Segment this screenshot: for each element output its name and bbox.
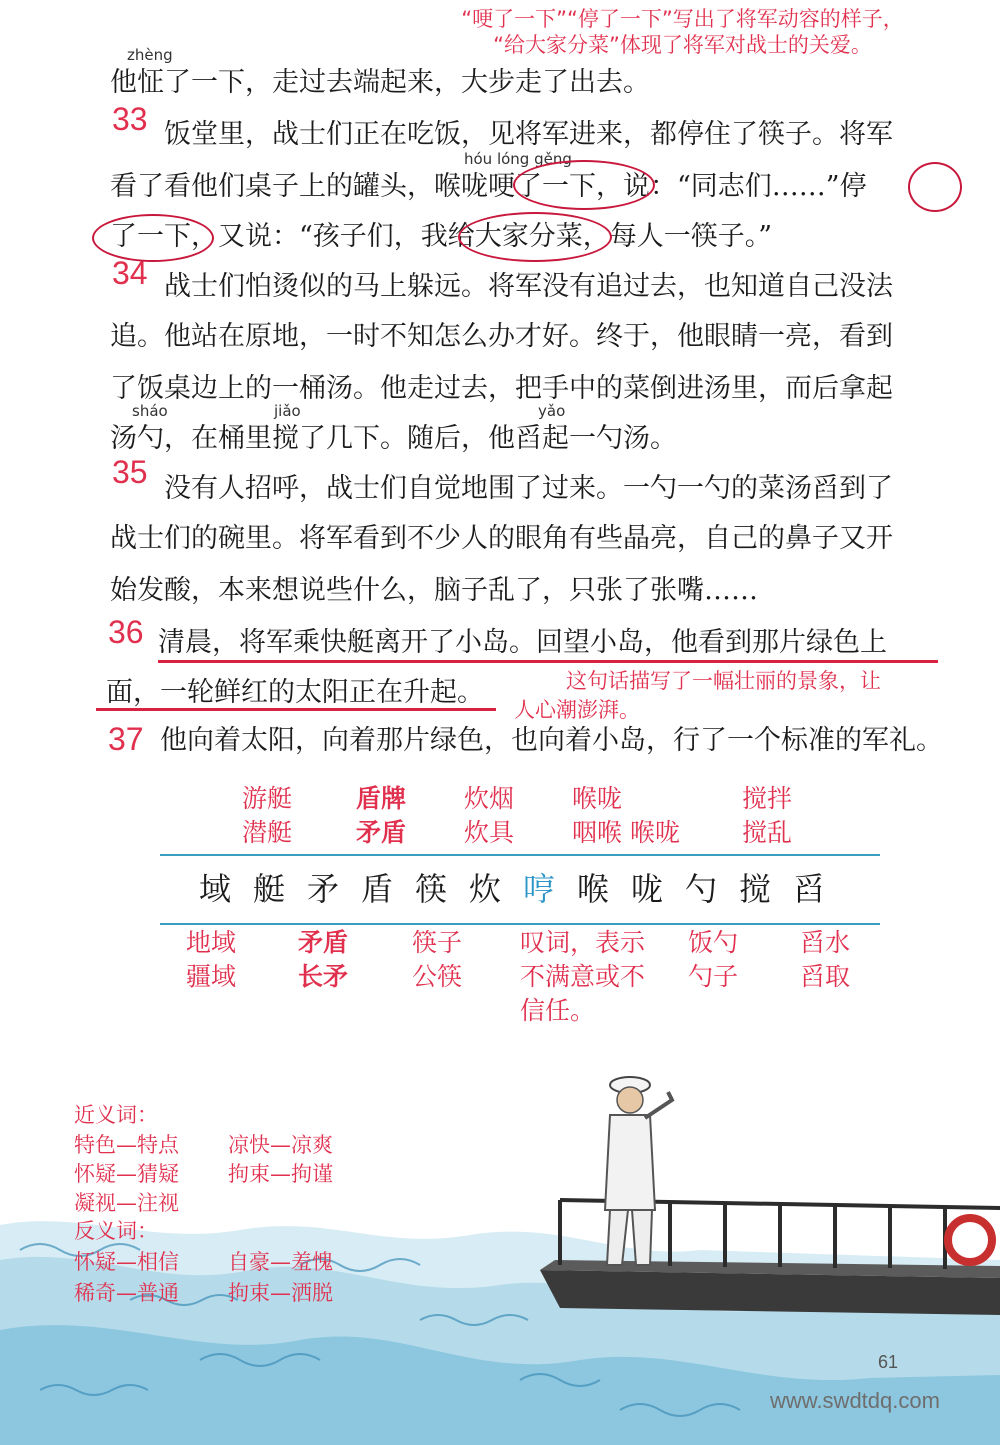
p34-line-2: 追。他站在原地，一时不知怎么办才好。终于，他眼睛一亮，看到 (110, 321, 893, 352)
new-char: 矛 (306, 870, 339, 908)
pinyin-houlonggeng: hóu lóng gěng (464, 150, 572, 168)
word-group-ting (242, 782, 292, 850)
pinyin-zheng: zhèng (127, 46, 173, 64)
word-item: 咽喉 喉咙 (572, 818, 680, 847)
general-figure (605, 1077, 672, 1265)
new-char: 勺 (684, 870, 717, 908)
word-item: 游艇 (242, 784, 293, 813)
lifebuoy (948, 1218, 992, 1262)
new-char-highlighted: 哼 (522, 870, 555, 908)
word-item: 不满意或不 (520, 962, 646, 991)
page-number: 61 (878, 1352, 899, 1372)
new-char: 咙 (630, 870, 663, 908)
word-item: 饭勺 (688, 928, 739, 957)
word-item: 舀取 (800, 962, 851, 991)
word-item: 地域 (186, 928, 237, 957)
word-group-chui (464, 782, 514, 850)
word-item: 长矛 (298, 962, 349, 991)
synonym-item: 怀疑—猜疑 (74, 1162, 179, 1186)
word-group-shao (688, 926, 738, 994)
word-group-yao (800, 926, 850, 994)
p36-line-1: 清晨，将军乘快艇离开了小岛。回望小岛，他看到那片绿色上 (158, 627, 887, 658)
p33-line-3: 了一下，又说：“孩子们，我给大家分菜，每人一筷子。” (110, 221, 773, 252)
new-char: 筷 (414, 870, 447, 908)
pinyin-jiao: jiǎo (274, 402, 301, 420)
word-item: 喉咙 (572, 784, 623, 813)
antonym-heading: 反义词： (74, 1219, 158, 1243)
p35-line-2: 战士们的碗里。将军看到不少人的眼角有些晶亮，自己的鼻子又开 (110, 523, 893, 554)
antonym-item: 怀疑—相信 (74, 1250, 179, 1274)
new-char: 炊 (468, 870, 501, 908)
word-item: 公筷 (412, 962, 463, 991)
underline-p36-1 (158, 660, 938, 663)
paragraph-number-37: 37 (108, 721, 144, 757)
top-annotation-line-1: “哽了一下”“停了一下”写出了将军动容的样子， (461, 7, 904, 31)
p35-line-3: 始发酸，本来想说些什么，脑子乱了，只张了张嘴…… (110, 575, 758, 606)
word-item: 炊具 (464, 818, 515, 847)
pinyin-yao: yǎo (538, 402, 566, 420)
word-group-kuai (412, 926, 462, 994)
p35-line-1: 没有人招呼，战士们自觉地围了过来。一勺一勺的菜汤舀到了 (164, 473, 893, 504)
antonym-item: 自豪—羞愧 (228, 1250, 333, 1274)
p34-line-1: 战士们怕烫似的马上躲远。将军没有追过去，也知道自己没法 (164, 271, 893, 302)
word-group-dun (356, 782, 406, 850)
watermark: www.swdtdq.com (770, 1388, 940, 1413)
paragraph-number-34: 34 (112, 255, 148, 291)
paragraph-number-36: 36 (108, 614, 144, 650)
synonym-item: 凉快—凉爽 (228, 1133, 333, 1157)
word-item: 筷子 (412, 928, 463, 957)
side-annotation-line-2: 人心潮澎湃。 (514, 698, 640, 722)
word-item: 矛盾 (298, 928, 349, 957)
circle-mark-ting (908, 162, 962, 212)
word-group-yu (186, 926, 236, 994)
p34-line-4: 汤勺，在桶里搅了几下。随后，他舀起一勺汤。 (110, 423, 677, 454)
top-annotation (405, 6, 960, 58)
word-item: 勺子 (688, 962, 739, 991)
circle-mark-gengleyixia (513, 160, 655, 210)
word-group-heng (520, 926, 645, 1028)
underline-p36-2 (96, 708, 496, 711)
divider-bottom (160, 923, 880, 925)
pinyin-shao: sháo (132, 402, 168, 420)
word-item: 搅拌 (742, 784, 793, 813)
p33-line-2: 看了看他们桌子上的罐头，喉咙哽了一下，说：“同志们……”停 (110, 171, 867, 202)
word-item: 叹词，表示 (520, 928, 646, 957)
word-group-hou (572, 782, 680, 850)
antonym-item: 拘束—洒脱 (228, 1281, 333, 1305)
p37-line-1: 他向着太阳，向着那片绿色，也向着小岛，行了一个标准的军礼。 (160, 725, 943, 756)
word-item: 疆域 (186, 962, 237, 991)
paragraph-number-35: 35 (112, 454, 148, 490)
p33-line-1: 饭堂里，战士们正在吃饭，见将军进来，都停住了筷子。将军 (164, 119, 893, 150)
word-group-mao (298, 926, 348, 994)
new-char: 盾 (360, 870, 393, 908)
synonym-item: 拘束—拘谨 (228, 1162, 333, 1186)
p36-line-2: 面，一轮鲜红的太阳正在升起。 (106, 677, 484, 708)
word-item: 炊烟 (464, 784, 515, 813)
new-char: 域 (198, 870, 231, 908)
word-item: 潜艇 (242, 818, 293, 847)
word-item: 信任。 (520, 996, 596, 1025)
new-characters-row (188, 864, 836, 910)
word-item: 盾牌 (356, 784, 407, 813)
synonym-heading: 近义词： (74, 1103, 158, 1127)
synonym-item: 特色—特点 (74, 1133, 179, 1157)
top-annotation-line-2: “给大家分菜”体现了将军对战士的关爱。 (493, 33, 872, 57)
paragraph-number-33: 33 (112, 101, 148, 137)
p34-line-3: 了饭桌边上的一桶汤。他走过去，把手中的菜倒进汤里，而后拿起 (110, 373, 893, 404)
word-item: 搅乱 (742, 818, 793, 847)
new-char: 艇 (252, 870, 285, 908)
text-line-0: 他怔了一下，走过去端起来，大步走了出去。 (110, 67, 650, 98)
new-char: 喉 (576, 870, 609, 908)
new-char: 舀 (792, 870, 825, 908)
divider-top (160, 854, 880, 856)
synonym-item: 凝视—注视 (74, 1191, 179, 1215)
side-annotation-line-1: 这句话描写了一幅壮丽的景象，让 (566, 669, 881, 693)
circle-mark-geidajiafencai (458, 212, 612, 262)
circle-mark-leyixia (92, 214, 214, 262)
word-group-jiao (742, 782, 792, 850)
word-item: 矛盾 (356, 818, 407, 847)
word-item: 舀水 (800, 928, 851, 957)
new-char: 搅 (738, 870, 771, 908)
antonym-item: 稀奇—普通 (74, 1281, 179, 1305)
